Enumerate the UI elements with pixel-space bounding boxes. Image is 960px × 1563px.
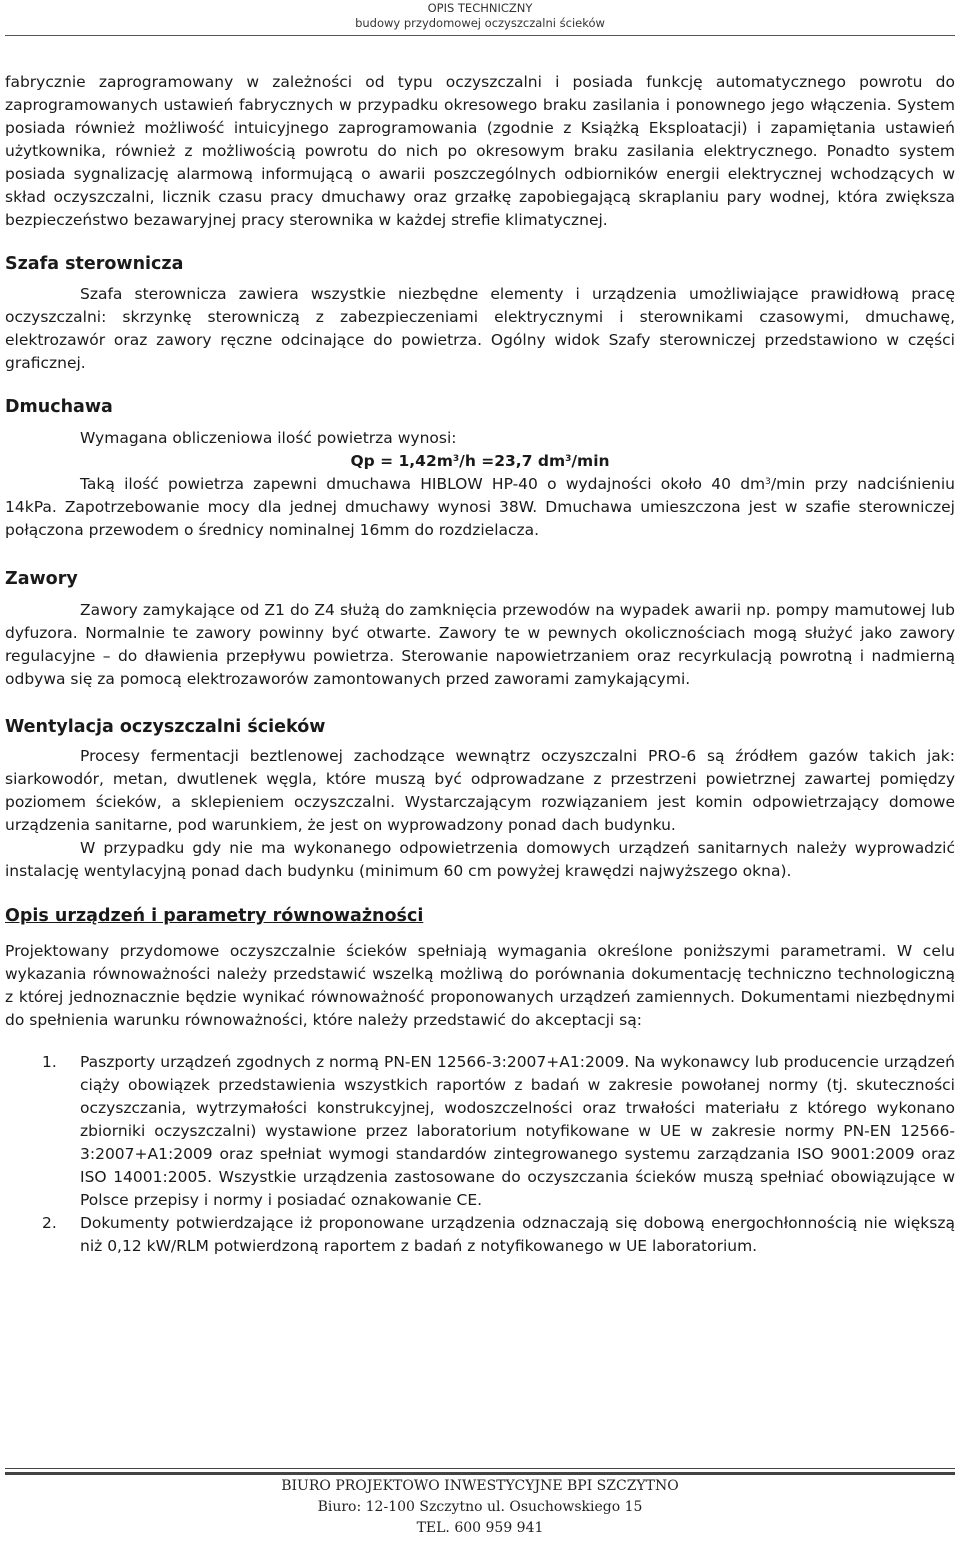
formula-part: Qp = 1,42m — [350, 452, 453, 470]
dmuchawa-text: Taką ilość powietrza zapewni dmuchawa HIBLOW HP-40 o wydajności około 40 dm — [80, 475, 766, 493]
list-item-text: Dokumenty potwierdzające iż proponowane urządzenia odznaczają się dobową energochłonnością nie większą niż 0,12 kW/RLM potwierdzoną raportem z badań z notyfikowanego w UE laboratorium. — [80, 1214, 955, 1255]
page-footer — [5, 1476, 955, 1539]
formula-sup: 3 — [565, 454, 572, 464]
szafa-paragraph: Szafa sterownicza zawiera wszystkie niezbędne elementy i urządzenia umożliwiające prawidłową pracę oczyszczalni: skrzynkę sterowniczą z zabezpieczeniami elektrycznymi i sterownikami czasowymi, dmuchawę, elektrozawór oraz zawory ręczne odcinające do powietrza. Ogólny widok Szafy sterowniczej przedstawiono w części graficznej. — [5, 285, 955, 372]
formula-part: /h =23,7 dm — [459, 452, 566, 470]
document-page — [5, 0, 955, 1563]
section-heading-szafa: Szafa sterownicza — [5, 254, 184, 274]
list-item-text: Paszporty urządzeń zgodnych z normą PN-EN 12566-3:2007+A1:2009. Na wykonawcy lub producencie urządzeń ciąży obowiązek przedstawienia wszystkich raportów z badań w zakresie powołanej normy (tj. skuteczności oczyszczania, wytrzymałości konstrukcyjnej, wodoszczelności oraz trwałości materiału z którego wykonano zbiorniki oczyszczalni) wystawione przez laboratorium notyfikowane w UE w zakresie normy PN-EN 12566-3:2007+A1:2009 oraz spełniat wymogi standardów zintegrowanego systemu zarządzania ISO 9001:2009 oraz ISO 14001:2005. Wszystkie urządzenia zastosowane do oczyszczania ścieków muszą spełniać obowiązujące w Polsce przepisy i normy i posiadać oznakowanie CE. — [80, 1053, 955, 1209]
header-subtitle: budowy przydomowej oczyszczalni ścieków — [355, 16, 605, 30]
page-header — [5, 0, 955, 36]
air-flow-formula — [5, 450, 955, 473]
section-heading-wentylacja: Wentylacja oczyszczalni ścieków — [5, 717, 326, 737]
requirements-list — [5, 1051, 955, 1258]
dmuchawa-text: /min przy nadciśnieniu 14kPa. Zapotrzebowanie mocy dla jednej dmuchawy wynosi 38W. Dmuchawa umieszczona jest w szafie sterowniczej połączona przewodem o średnicy nominalnej 16mm do rozdzielacza. — [5, 475, 955, 539]
footer-phone: TEL. 600 959 941 — [416, 1520, 544, 1536]
footer-rule-thick — [5, 1472, 955, 1475]
dmuchawa-intro: Wymagana obliczeniowa ilość powietrza wynosi: — [80, 429, 457, 447]
opis-paragraph: Projektowany przydomowe oczyszczalnie ścieków spełniają wymagania określone poniższymi parametrami. W celu wykazania równoważności należy przedstawić wszelką możliwą do porównania dokumentację techniczno technologiczną z której jednoznacznie będzie wynikać równoważność proponowanych urządzeń zamiennych. Dokumentami niezbędnymi do spełnienia warunku równoważności, które należy przedstawić do akceptacji są: — [5, 942, 955, 1029]
list-item — [5, 1212, 955, 1258]
section-heading-opis: Opis urządzeń i parametry równoważności — [5, 906, 424, 926]
header-title: OPIS TECHNICZNY — [427, 1, 533, 15]
formula-part: /min — [571, 452, 610, 470]
section-heading-zawory: Zawory — [5, 569, 78, 589]
section-heading-dmuchawa: Dmuchawa — [5, 397, 113, 417]
wentylacja-paragraph-1: Procesy fermentacji beztlenowej zachodzące wewnątrz oczyszczalni PRO-6 są źródłem gazów takich jak: siarkowodór, metan, dwutlenek węgla, które muszą być odprowadzane z przestrzeni powietrznej zawartej pomiędzy poziomem ścieków, a sklepieniem oczyszczalni. Wystarczającym rozwiązaniem jest komin odpowietrzający domowe urządzenia sanitarne, pod warunkiem, że jest on wyprowadzony ponad dach budynku. — [5, 747, 955, 834]
dmuchawa-sup: 3 — [765, 477, 771, 487]
wentylacja-paragraph-2: W przypadku gdy nie ma wykonanego odpowietrzenia domowych urządzeń sanitarnych należy wyprowadzić instalację wentylacyjną ponad dach budynku (minimum 60 cm powyżej krawędzi najwyższego okna). — [5, 839, 955, 880]
list-item — [5, 1051, 955, 1212]
dmuchawa-paragraph — [5, 473, 955, 542]
footer-rule — [5, 1468, 955, 1469]
list-item-number: 1. — [42, 1053, 57, 1071]
list-item-number: 2. — [42, 1214, 57, 1232]
header-rule — [5, 35, 955, 36]
zawory-paragraph: Zawory zamykające od Z1 do Z4 służą do zamknięcia przewodów na wypadek awarii np. pompy mamutowej lub dyfuzora. Normalnie te zawory powinny być otwarte. Zawory te w pewnych okolicznościach mogą służyć jako zawory regulacyjne – do dławienia przepływu powietrza. Sterowanie napowietrzaniem oraz recyrkulacją powrotną i nadmierną odbywa się za pomocą elektrozaworów zamontowanych przed zaworami zamykającymi. — [5, 601, 955, 688]
intro-paragraph: fabrycznie zaprogramowany w zależności od typu oczyszczalni i posiada funkcję automatycznego powrotu do zaprogramowanych ustawień fabrycznych w przypadku okresowego braku zasilania i ponownego jego włączenia. System posiada również możliwość intuicyjnego zaprogramowania (zgodnie z Książką Eksploatacji) i zapamiętania ustawień użytkownika, również z możliwością powrotu do nich po okresowym braku zasilania elektrycznego. Ponadto system posiada sygnalizację alarmową informującą o awarii poszczególnych odbiorników energii elektrycznej wchodzących w skład oczyszczalni, licznik czasu pracy dmuchawy oraz grzałkę zapobiegającą skraplaniu pary wodnej, która zwiększa bezpieczeństwo bezawaryjnej pracy sterownika w każdej strefie klimatycznej. — [5, 73, 955, 229]
footer-company: BIURO PROJEKTOWO INWESTYCYJNE BPI SZCZYTNO — [281, 1478, 679, 1494]
document-body — [5, 66, 955, 1258]
footer-address: Biuro: 12-100 Szczytno ul. Osuchowskiego 15 — [317, 1499, 643, 1515]
formula-sup: 3 — [452, 454, 460, 464]
